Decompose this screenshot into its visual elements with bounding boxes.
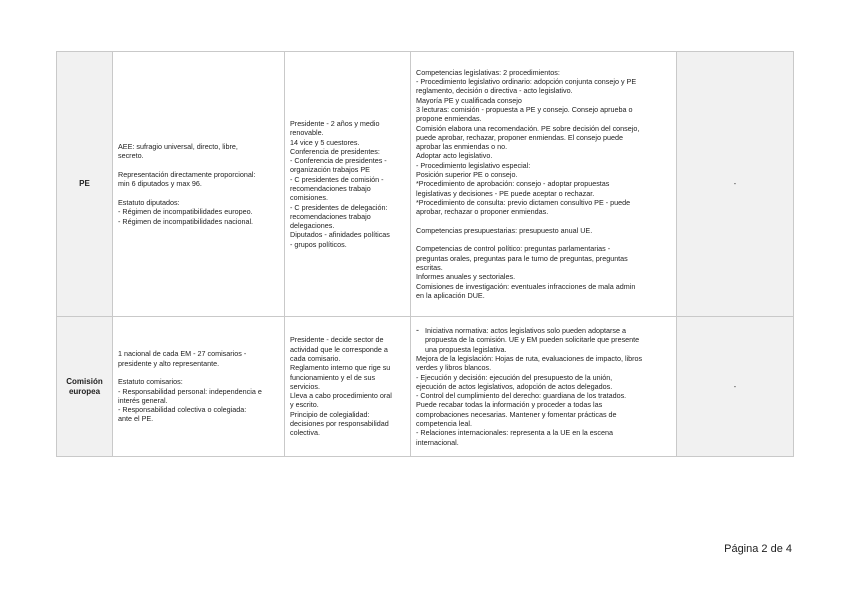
- text-line: puede aprobar, rechazar, proponer enmiendas. El consejo puede: [416, 132, 623, 142]
- text-line: comisiones.: [290, 193, 328, 203]
- table-row-pe: [57, 52, 794, 317]
- text-line: [416, 235, 671, 244]
- text-line: competencia leal.: [416, 419, 472, 429]
- bullet-line: propuesta de la comisión. UE y EM pueden solicitarle que presente: [425, 335, 640, 345]
- cell-organization-pe: [285, 52, 411, 317]
- text-line: renovable.: [290, 128, 324, 138]
- text-line: [118, 161, 279, 170]
- text-line: presidente y alto representante.: [118, 358, 220, 368]
- text-line: Puede recabar todas la información y proceder a todas las: [416, 400, 603, 410]
- text-line: verdes y libros blancos.: [416, 363, 492, 373]
- text-line: interés general.: [118, 395, 168, 405]
- text-line: - Conferencia de presidentes -: [290, 156, 387, 166]
- bullet-line: una propuesta legislativa.: [425, 344, 507, 354]
- text-line: decisiones por responsabilidad: [290, 419, 389, 429]
- text-line: - grupos políticos.: [290, 239, 347, 249]
- text-line: Comisión elabora una recomendación. PE sobre decisión del consejo,: [416, 123, 640, 133]
- text-line: aprobar las enmiendas o no.: [416, 142, 508, 152]
- text-line: internacional.: [416, 437, 459, 447]
- text-line: - Responsabilidad colectiva o colegiada:: [118, 405, 247, 415]
- text-line: Estatuto diputados:: [118, 197, 180, 207]
- cell-composition-pe: [113, 52, 285, 317]
- text-line: Informes anuales y sectoriales.: [416, 272, 516, 282]
- text-line: organización trabajos PE: [290, 165, 370, 175]
- text-line: Diputados - afinidades políticas: [290, 230, 390, 240]
- text-line: Posición superior PE o consejo.: [416, 170, 518, 180]
- text-line: Comisiones de investigación: eventuales infracciones de mala admin: [416, 281, 636, 291]
- text-line: propone enmiendas.: [416, 114, 482, 124]
- text-line: Estatuto comisarios:: [118, 377, 183, 387]
- text-line: - Responsabilidad personal: independencia e: [118, 386, 262, 396]
- text-line: reglamento, decisión o directiva - acto legislativo.: [416, 86, 573, 96]
- text-line: recomendaciones trabajo: [290, 211, 371, 221]
- text-line: aprobar, rechazar o proponer enmiendas.: [416, 207, 549, 217]
- bullet-item: [416, 326, 671, 335]
- text-line: Competencias de control político: preguntas parlamentarias -: [416, 244, 611, 254]
- text-line: Presidente - decide sector de: [290, 335, 384, 345]
- table-row-comision: [57, 317, 794, 457]
- text-line: Mejora de la legislación: Hojas de ruta, evaluaciones de impacto, libros: [416, 353, 643, 363]
- text-line: 1 nacional de cada EM - 27 comisarios -: [118, 349, 247, 359]
- text-line: - Régimen de incompatibilidades nacional.: [118, 216, 254, 226]
- text-line: delegaciones.: [290, 221, 335, 231]
- text-line: [416, 217, 671, 226]
- cell-composition-comision: [113, 317, 285, 457]
- text-line: *Procedimiento de aprobación: consejo - adoptar propuestas: [416, 179, 610, 189]
- text-line: Lleva a cabo procedimiento oral: [290, 391, 392, 401]
- text-line: servicios.: [290, 381, 320, 391]
- text-line: - C presidentes de comisión -: [290, 174, 384, 184]
- text-line: preguntas orales, preguntas para le turno de preguntas, preguntas: [416, 253, 628, 263]
- text-line: Principio de colegialidad:: [290, 409, 370, 419]
- cell-empty-comision: -: [677, 317, 794, 457]
- row-header-comision: Comisión europea: [57, 317, 113, 457]
- text-line: cada comisario.: [290, 353, 341, 363]
- text-line: escritas.: [416, 263, 443, 273]
- text-line: 14 vice y 5 cuestores.: [290, 137, 360, 147]
- text-line: Competencias legislativas: 2 procedimientos:: [416, 67, 560, 77]
- text-line: - Control del cumplimiento del derecho: guardiana de los tratados.: [416, 391, 627, 401]
- bullet-line: Iniciativa normativa: actos legislativos solo pueden adoptarse a: [425, 326, 626, 336]
- text-line: 3 lecturas: comisión - propuesta a PE y consejo. Consejo aprueba o: [416, 104, 633, 114]
- text-line: Reglamento interno que rige su: [290, 363, 391, 373]
- row-header-pe: PE: [57, 52, 113, 317]
- text-line: colectiva.: [290, 428, 320, 438]
- text-line: - Procedimiento legislativo ordinario: adopción conjunta consejo y PE: [416, 77, 637, 87]
- text-line: en la aplicación DUE.: [416, 290, 485, 300]
- page-number: Página 2 de 4: [724, 543, 792, 555]
- text-line: min 6 diputados y max 96.: [118, 179, 202, 189]
- text-line: - Régimen de incompatibilidades europeo.: [118, 207, 253, 217]
- text-line: Mayoría PE y cualificada consejo: [416, 95, 522, 105]
- text-line: [118, 189, 279, 198]
- text-line: - Relaciones internacionales: representa a la UE en la escena: [416, 428, 613, 438]
- document-table: [56, 51, 794, 457]
- cell-competences-comision: [411, 317, 677, 457]
- text-line: y escrito.: [290, 400, 319, 410]
- text-line: actividad que le corresponde a: [290, 344, 388, 354]
- text-line: *Procedimiento de consulta: previo dictamen consultivo PE - puede: [416, 197, 631, 207]
- text-line: ante el PE.: [118, 414, 154, 424]
- cell-empty-pe: -: [677, 52, 794, 317]
- text-line: recomendaciones trabajo: [290, 184, 371, 193]
- text-line: - Ejecución y decisión: ejecución del presupuesto de la unión,: [416, 372, 613, 382]
- text-line: - C presidentes de delegación:: [290, 202, 388, 212]
- text-line: secreto.: [118, 151, 144, 161]
- text-line: - Procedimiento legislativo especial:: [416, 160, 531, 170]
- cell-organization-comision: [285, 317, 411, 457]
- text-line: ejecución de actos legislativos, adopción de actos delegados.: [416, 381, 613, 391]
- text-line: Competencias presupuestarias: presupuesto anual UE.: [416, 225, 593, 235]
- text-line: Conferencia de presidentes:: [290, 146, 380, 156]
- text-line: Presidente - 2 años y medio: [290, 118, 380, 128]
- text-line: Representación directamente proporcional:: [118, 170, 256, 180]
- bullet-dash-icon: -: [416, 325, 419, 336]
- text-line: [118, 368, 279, 377]
- cell-competences-pe: [411, 52, 677, 317]
- text-line: Adoptar acto legislativo.: [416, 151, 493, 161]
- text-line: AEE: sufragio universal, directo, libre,: [118, 142, 238, 152]
- text-line: legislativas y decisiones - PE puede aceptar o rechazar.: [416, 188, 595, 198]
- text-line: comprobaciones necesarias. Mantener y fomentar prácticas de: [416, 409, 617, 419]
- competences-text: [416, 354, 671, 447]
- text-line: funcionamiento y el de sus: [290, 372, 376, 382]
